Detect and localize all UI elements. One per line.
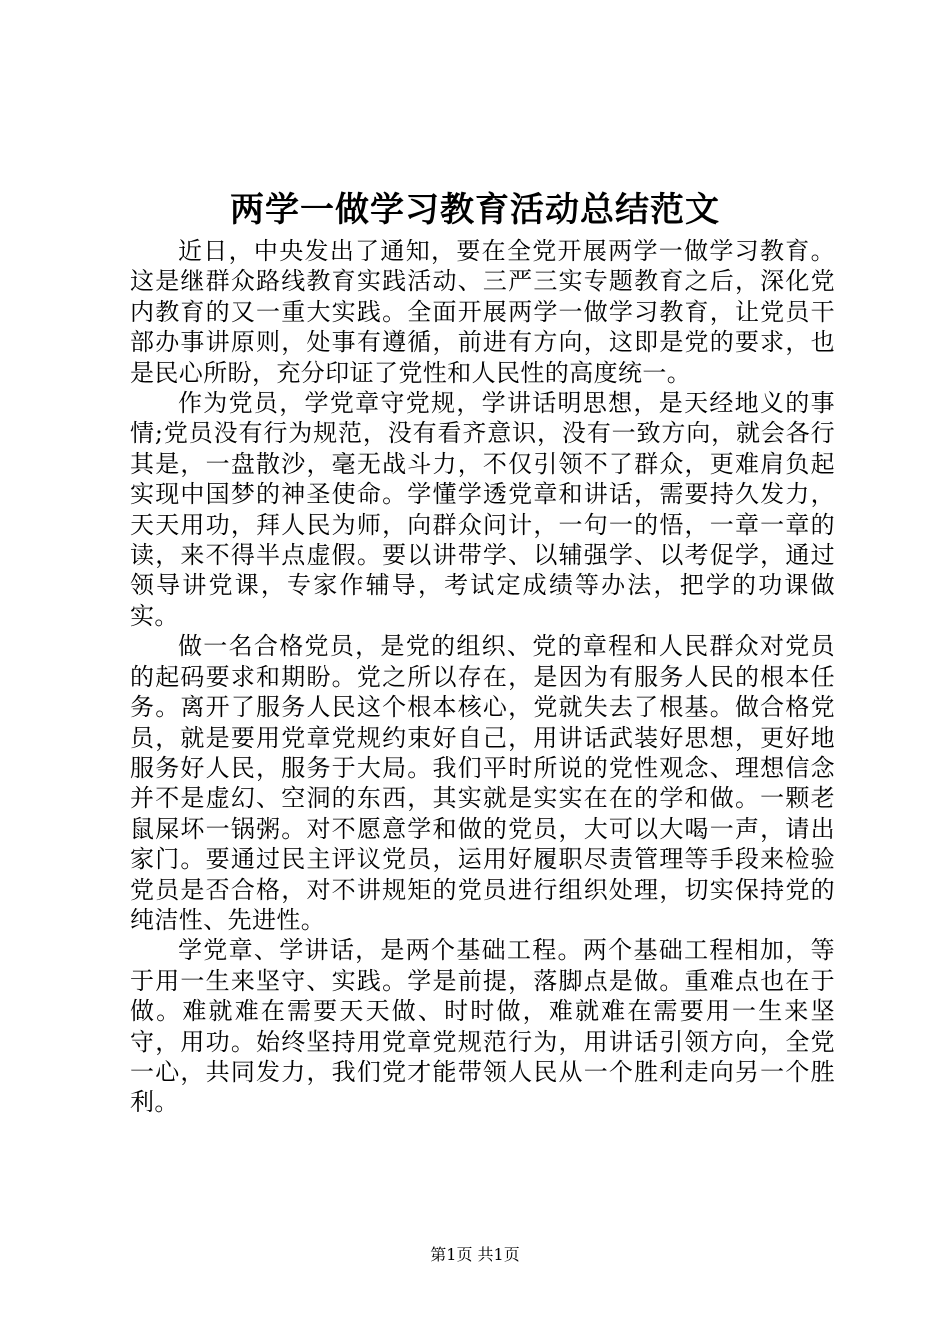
document-body — [130, 236, 835, 1118]
paragraph-3: 做一名合格党员，是党的组织、党的章程和人民群众对党员的起码要求和期盼。党之所以存在，是因为有服务人民的根本任务。离开了服务人民这个根本核心，党就失去了根基。做合格党员，就是要用党章党规约束好自己，用讲话武装好思想，更好地服务好人民，服务于大局。我们平时所说的党性观念、理想信念并不是虚幻、空洞的东西，其实就是实实在在的学和做。一颗老鼠屎坏一锅粥。对不愿意学和做的党员，大可以大喝一声，请出家门。要通过民主评议党员，运用好履职尽责管理等手段来检验党员是否合格，对不讲规矩的党员进行组织处理，切实保持党的纯洁性、先进性。 — [130, 632, 835, 934]
paragraph-1: 近日，中央发出了通知，要在全党开展两学一做学习教育。这是继群众路线教育实践活动、三严三实专题教育之后，深化党内教育的又一重大实践。全面开展两学一做学习教育，让党员干部办事讲原则，处事有遵循，前进有方向，这即是党的要求，也是民心所盼，充分印证了党性和人民性的高度统一。 — [130, 237, 835, 387]
paragraph-4: 学党章、学讲话，是两个基础工程。两个基础工程相加，等于用一生来坚守、实践。学是前提，落脚点是做。重难点也在于做。难就难在需要天天做、时时做，难就难在需要用一生来坚守，用功。始终坚持用党章党规范行为，用讲话引领方向，全党一心，共同发力，我们党才能带领人民从一个胜利走向另一个胜利。 — [130, 936, 835, 1117]
page-footer: 第1页 共1页 — [430, 1245, 520, 1264]
paragraph-2: 作为党员，学党章守党规，学讲话明思想，是天经地义的事情;党员没有行为规范，没有看齐意识，没有一致方向，就会各行其是，一盘散沙，毫无战斗力，不仅引领不了群众，更难肩负起实现中国梦的神圣使命。学懂学透党章和讲话，需要持久发力，天天用功，拜人民为师，向群众问计，一句一的悟，一章一章的读，来不得半点虚假。要以讲带学、以辅强学、以考促学，通过领导讲党课，专家作辅导，考试定成绩等办法，把学的功课做实。 — [130, 389, 835, 630]
document-title: 两学一做学习教育活动总结范文 — [230, 190, 720, 230]
